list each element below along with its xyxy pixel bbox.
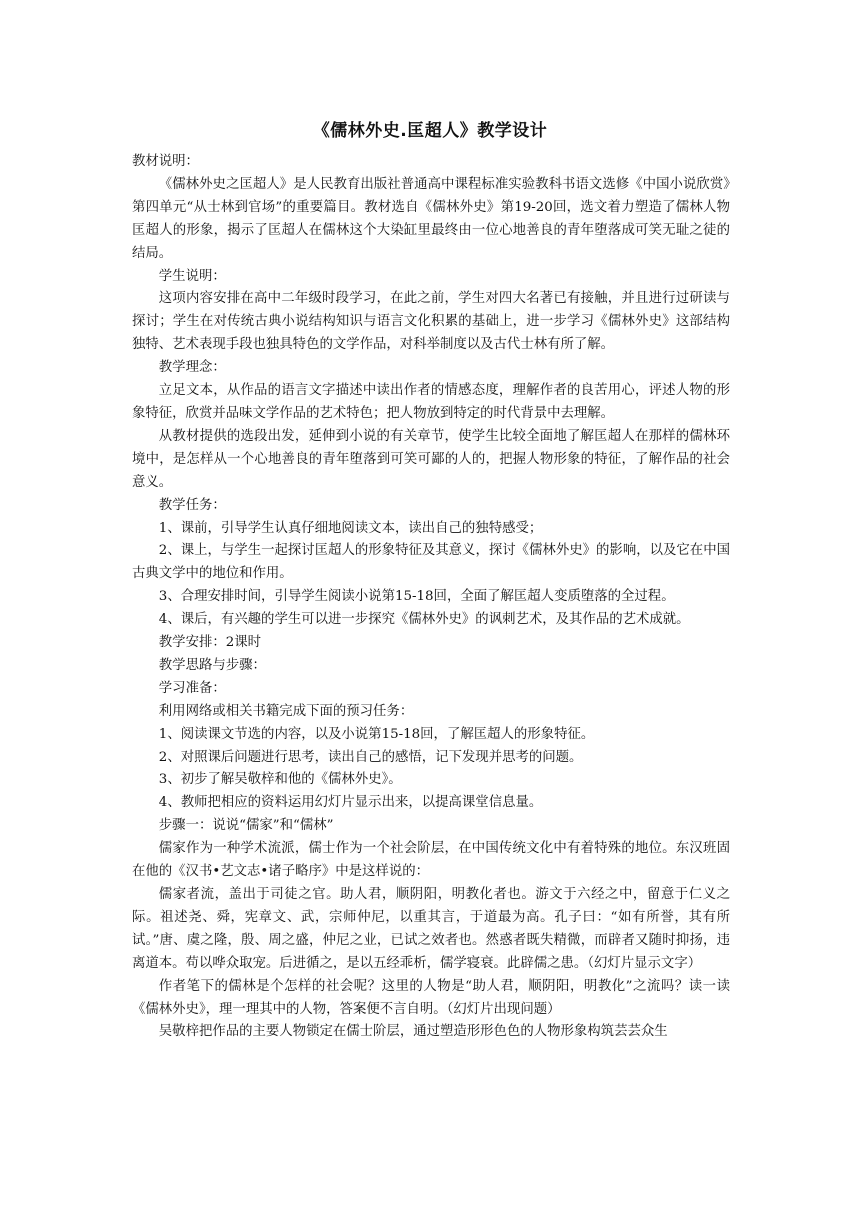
- teaching-schedule: 教学安排：2课时: [158, 635, 262, 651]
- list-item: 2、对照课后问题进行思考，读出自己的感悟，记下发现并思考的问题。: [158, 749, 583, 765]
- heading-preparation: 学习准备：: [158, 680, 226, 696]
- paragraph: 作者笔下的儒林是个怎样的社会呢？这里的人物是“助人君，顺阴阳，明教化”之流吗？读一读《儒林外史》，理一理其中的人物，答案便不言自明。（幻灯片出现问题）: [132, 978, 730, 1017]
- list-item: 3、合理安排时间，引导学生阅读小说第15-18回，全面了解匡超人变质堕落的全过程。: [158, 589, 675, 605]
- list-item: 1、阅读课文节选的内容，以及小说第15-18回，了解匡超人的形象特征。: [158, 726, 595, 742]
- heading-teaching-philosophy: 教学理念：: [158, 360, 226, 376]
- heading-step-one: 步骤一：说说“儒家”和“儒林”: [158, 818, 334, 834]
- paragraph: 利用网络或相关书籍完成下面的预习任务：: [158, 703, 414, 719]
- document-body: [132, 151, 730, 1044]
- heading-teaching-steps: 教学思路与步骤：: [158, 657, 266, 673]
- list-item: 4、课后，有兴趣的学生可以进一步探究《儒林外史》的讽刺艺术，及其作品的艺术成就。: [158, 612, 690, 628]
- heading-textbook-notes: 教材说明：: [132, 154, 199, 169]
- paragraph: 吴敬梓把作品的主要人物锁定在儒士阶层，通过塑造形形色色的人物形象构筑芸芸众生: [158, 1024, 668, 1040]
- paragraph: 立足文本，从作品的语言文字描述中读出作者的情感态度，理解作者的良苦用心，评述人物的形象特征，欣赏并品味文学作品的艺术特色；把人物放到特定的时代背景中去理解。: [132, 383, 730, 421]
- list-item: 2、课上，与学生一起探讨匡超人的形象特征及其意义，探讨《儒林外史》的影响，以及它在中国古典文学中的地位和作用。: [132, 543, 730, 582]
- list-item: 1、课前，引导学生认真仔细地阅读文本，读出自己的独特感受；: [158, 520, 543, 536]
- paragraph: 《儒林外史之匡超人》是人民教育出版社普通高中课程标准实验教科书语文选修《中国小说欣赏》第四单元“从士林到官场”的重要篇目。教材选自《儒林外史》第19-20回，选文着力塑造了儒林人物匡超人的形象，揭示了匡超人在儒林这个大染缸里最终由一位心地善良的青年堕落成可笑无耻之徒的结局。: [132, 176, 730, 261]
- paragraph: 从教材提供的选段出发，延伸到小说的有关章节，使学生比较全面地了解匡超人在那样的儒林环境中，是怎样从一个心地善良的青年堕落到可笑可鄙的人的，把握人物形象的特征，了解作品的社会意义。: [132, 428, 730, 490]
- quotation-paragraph: 儒家者流，盖出于司徒之官。助人君，顺阴阳，明教化者也。游文于六经之中，留意于仁义之际。祖述尧、舜，宪章文、武，宗师仲尼，以重其言，于道最为高。孔子曰：“如有所誉，其有所试。”唐、虞之隆，殷、周之盛，仲尼之业，已试之效者也。然惑者既失精微，而辟者又随时抑扬，违离道本。苟以哗众取宠。后进循之，是以五经乖析，儒学寝衰。此辟儒之患。（幻灯片显示文字）: [132, 887, 730, 971]
- list-item: 4、教师把相应的资料运用幻灯片显示出来，以提高课堂信息量。: [158, 795, 543, 811]
- heading-teaching-tasks: 教学任务：: [158, 497, 226, 513]
- heading-student-notes: 学生说明：: [158, 268, 226, 284]
- document-title: 《儒林外史.匡超人》教学设计: [312, 121, 548, 141]
- paragraph: 儒家作为一种学术流派，儒士作为一个社会阶层，在中国传统文化中有着特殊的地位。东汉班固在他的《汉书•艺文志•诸子略序》中是这样说的：: [132, 841, 730, 880]
- list-item: 3、初步了解吴敬梓和他的《儒林外史》。: [158, 772, 402, 788]
- paragraph: 这项内容安排在高中二年级时段学习，在此之前，学生对四大名著已有接触，并且进行过研读与探讨；学生在对传统古典小说结构知识与语言文化积累的基础上，进一步学习《儒林外史》这部结构独特、艺术表现手段也独具特色的文学作品，对科举制度以及古代士林有所了解。: [132, 291, 730, 353]
